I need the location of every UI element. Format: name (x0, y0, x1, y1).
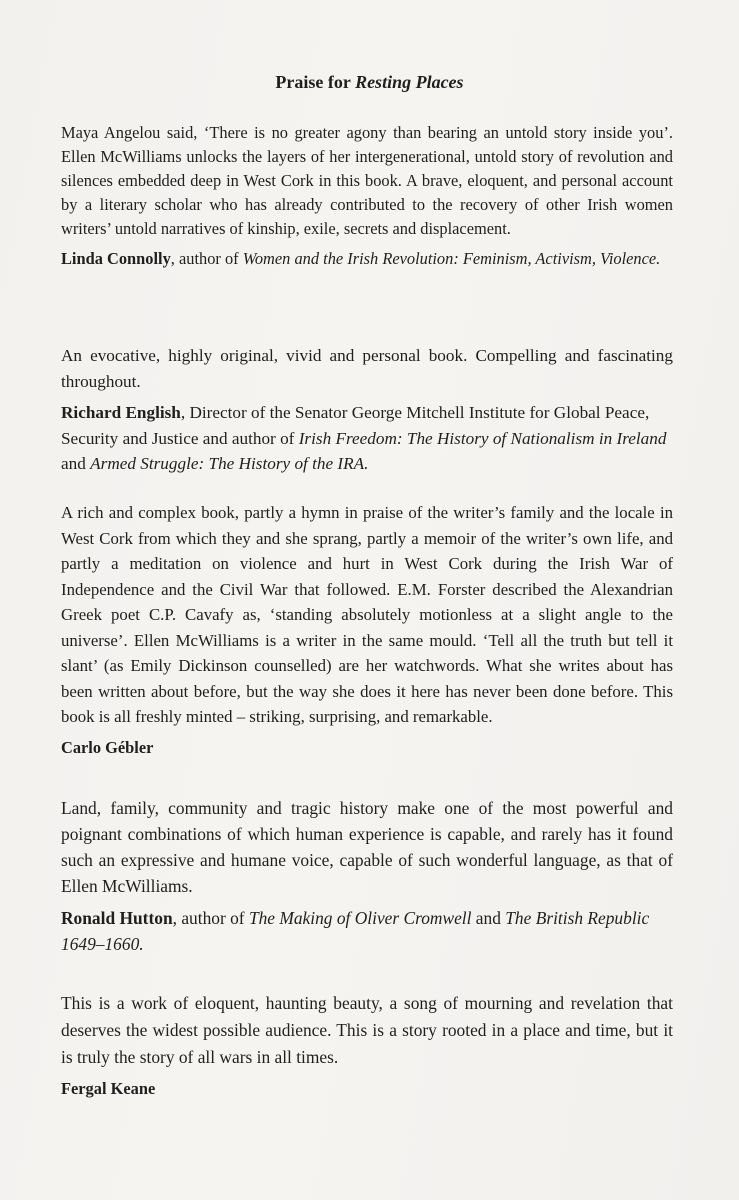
blurb-ronald-hutton (61, 795, 673, 957)
blurb-richard-english (61, 343, 673, 477)
blurb-quote: Maya Angelou said, ‘There is no greater agony than bearing an untold story inside you’. Ellen McWilliams unlocks the layers of her intergenerational, untold story of revolution and silences embedded deep in West Cork in this book. A brave, eloquent, and personal account by a literary scholar who has already contributed to the recovery of other Irish women writers’ untold narratives of kinship, exile, secrets and displacement. (61, 123, 673, 238)
blurb-work-title: Irish Freedom: The History of Nationalism in Ireland (298, 428, 667, 448)
blurb-attribution (61, 736, 673, 760)
blurb-quote: An evocative, highly original, vivid and personal book. Compelling and fascinating throughout. (61, 346, 673, 391)
blurb-fergal-keane (61, 990, 673, 1101)
blurb-work-title: Women and the Irish Revolution: Feminism, Activism, Violence. (242, 249, 661, 268)
title-book: Resting Places (355, 72, 464, 92)
blurb-linda-connolly (61, 121, 673, 271)
blurb-work-title: Armed Struggle: The History of the IRA. (90, 454, 369, 473)
blurb-work-title: The British Republic 1649–1660. (61, 908, 650, 954)
blurb-quote: A rich and complex book, partly a hymn in praise of the writer’s family and the locale in West Cork from which they and she sprang, partly a memoir of the writer’s own life, and partly a meditation on violence and hurt in West Cork during the Irish War of Independence and the Civil War that followed. E.M. Forster described the Alexandrian Greek poet C.P. Cavafy as, ‘standing absolutely motionless at a slight angle to the universe’. Ellen McWilliams is a writer in the same mould. ‘Tell all the truth but tell it slant’ (as Emily Dickinson counselled) are her watchwords. What she writes about has been written about before, but the way she does it here has never been done before. This book is all freshly minted – striking, surprising, and remarkable. (61, 503, 673, 726)
blurb-attribution: Ronald Hutton, author of The Making of Oliver Cromwell and The British Republic 1649–1660. (61, 908, 650, 954)
blurb-quote: This is a work of eloquent, haunting beauty, a song of mourning and revelation that deserves the widest possible audience. This is a story rooted in a place and time, but it is truly the story of all wars in all times. (61, 993, 673, 1067)
page-title (0, 72, 739, 93)
blurb-attribution: Linda Connolly, author of Women and the Irish Revolution: Feminism, Activism, Violence. (61, 249, 661, 268)
blurb-author: Fergal Keane (61, 1079, 156, 1098)
blurb-author: Ronald Hutton (61, 908, 173, 928)
blurb-author: Richard English (61, 403, 181, 422)
blurb-work-title: The Making of Oliver Cromwell (248, 908, 472, 928)
blurb-author: Linda Connolly (61, 249, 171, 268)
blurb-attribution (61, 1077, 673, 1101)
blurb-carlo-gebler (61, 500, 673, 760)
blurb-attribution: Richard English, Director of the Senator George Mitchell Institute for Global Peace, Security and Justice and author of Irish Freedom: The History of Nationalism in Ireland and Armed Struggle: The History of the IRA. (61, 403, 667, 473)
blurb-author: Carlo Gébler (61, 737, 154, 757)
title-prefix: Praise for (275, 72, 356, 92)
blurb-quote: Land, family, community and tragic history make one of the most powerful and poignant combinations of which human experience is capable, and rarely has it found such an expressive and humane voice, capable of such wonderful language, as that of Ellen McWilliams. (61, 798, 673, 896)
